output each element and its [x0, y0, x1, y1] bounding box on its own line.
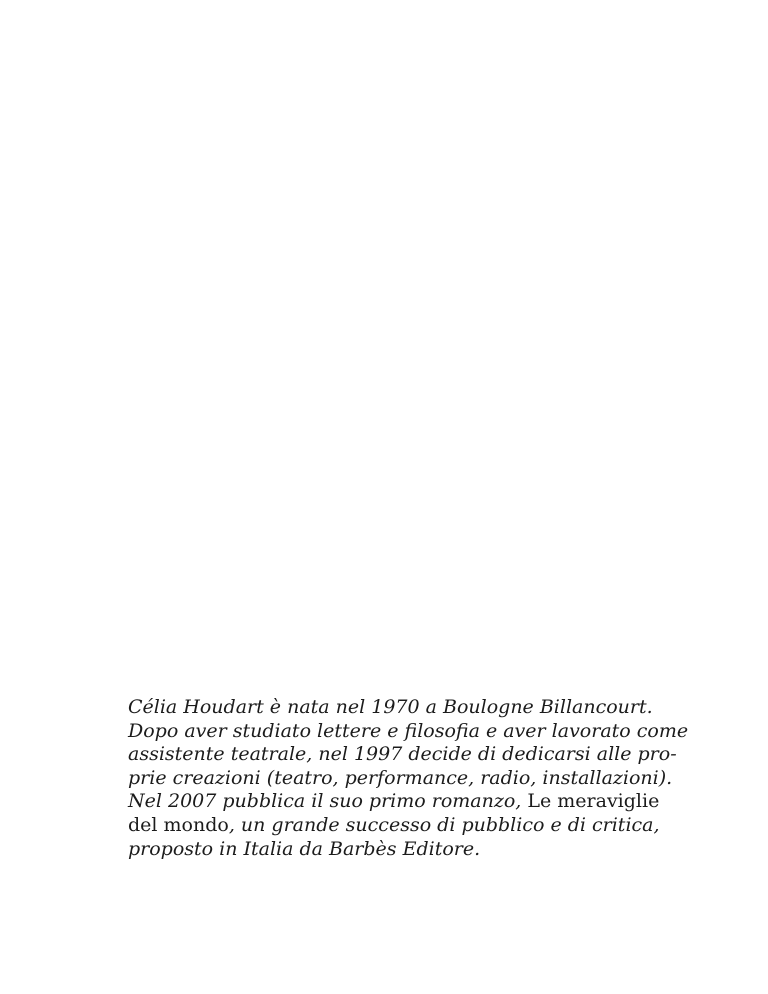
bio-text: Célia Houdart è nata nel 1970 a Boulogne Billancourt.	[128, 696, 653, 718]
book-title: Le meraviglie	[527, 790, 660, 813]
author-bio-paragraph	[128, 696, 689, 861]
bio-line	[128, 790, 660, 814]
bio-line	[128, 838, 640, 862]
bio-line	[128, 766, 673, 791]
bio-text: proposto in Italia da Barbès Editore.	[128, 837, 481, 860]
bio-text: assistente teatrale, nel 1997 decide di dedicarsi alle pro-	[128, 743, 677, 766]
bio-line	[128, 696, 653, 720]
bio-text: , un grande successo di pubblico e di critica,	[228, 813, 660, 836]
book-title: del mondo	[128, 813, 229, 836]
bio-text: Dopo aver studiato lettere e filosofia e aver lavorato come	[128, 719, 689, 742]
bio-text: prie creazioni (teatro, performance, radio, installazioni).	[128, 766, 673, 789]
bio-line	[128, 813, 660, 838]
bio-text: Nel 2007 pubblica il suo primo romanzo,	[128, 790, 528, 813]
bio-line	[128, 719, 689, 744]
bio-line	[128, 743, 677, 767]
